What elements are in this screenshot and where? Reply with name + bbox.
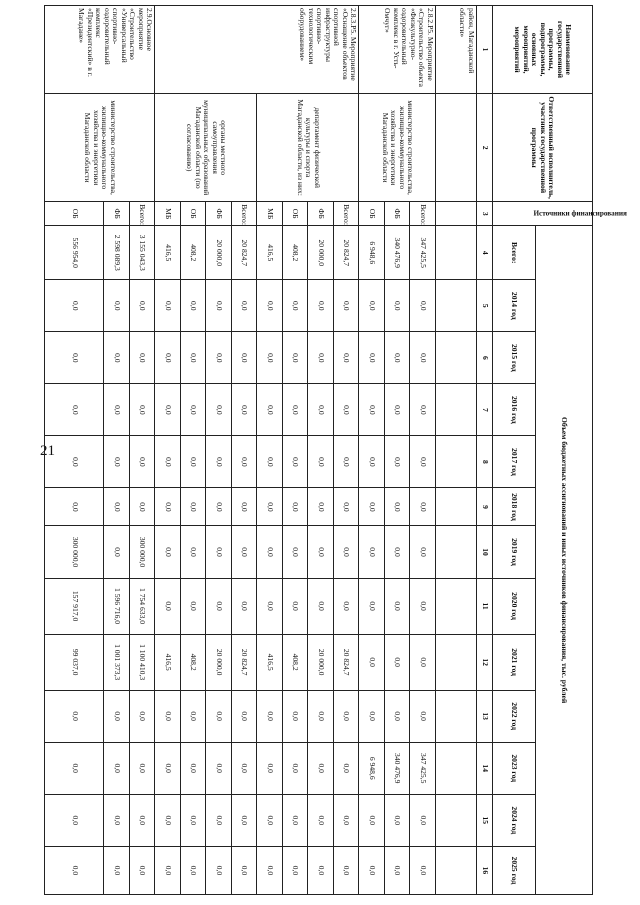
year-value-cell: 0,0: [155, 794, 181, 846]
year-value-cell: 0,0: [232, 742, 258, 794]
source-cell: ФБ: [206, 202, 232, 226]
year-value-cell: 0,0: [308, 384, 334, 436]
year-value-cell: [436, 846, 477, 894]
responsible-cell: [436, 94, 477, 202]
year-value-cell: [436, 332, 477, 384]
source-cell: ОБ: [45, 202, 104, 226]
year-value-cell: 0,0: [206, 526, 232, 578]
year-value-cell: [436, 690, 477, 742]
year-value-cell: 0,0: [410, 332, 436, 384]
year-value-cell: 0,0: [359, 634, 385, 690]
year-value-cell: 0,0: [155, 690, 181, 742]
year-value-cell: 0,0: [206, 280, 232, 332]
year-value-cell: 0,0: [410, 436, 436, 488]
source-cell: Всего:: [130, 202, 156, 226]
source-cell: ОБ: [181, 202, 207, 226]
year-value-cell: [436, 794, 477, 846]
rotated-page-content: [63, 5, 627, 895]
year-value-cell: 0,0: [385, 634, 411, 690]
year-value-cell: 0,0: [104, 332, 130, 384]
year-value-cell: 0,0: [385, 280, 411, 332]
column-number: 13: [477, 690, 493, 742]
year-value-cell: 0,0: [283, 436, 309, 488]
year-value-cell: 0,0: [104, 846, 130, 894]
year-value-cell: 0,0: [308, 280, 334, 332]
column-number: 11: [477, 578, 493, 634]
source-cell: [436, 202, 477, 226]
year-value-cell: 0,0: [45, 690, 104, 742]
total-cell: 340 476,9: [385, 226, 411, 280]
year-value-cell: 0,0: [283, 690, 309, 742]
year-value-cell: 0,0: [257, 846, 283, 894]
year-value-cell: 0,0: [155, 578, 181, 634]
column-number: 8: [477, 436, 493, 488]
year-value-cell: [436, 436, 477, 488]
year-value-cell: 0,0: [257, 578, 283, 634]
year-value-cell: 20 000,0: [206, 634, 232, 690]
program-name-cell: 2.8.2.Р5. Мероприятие «Строительство объекта «Физкультурно-оздоровительный комплекс в г. Усть-Омчуг»: [359, 6, 436, 94]
year-value-cell: 0,0: [130, 488, 156, 526]
year-value-cell: 0,0: [45, 384, 104, 436]
year-value-cell: 0,0: [410, 526, 436, 578]
source-cell: ФБ: [308, 202, 334, 226]
year-value-cell: 0,0: [334, 846, 360, 894]
year-value-cell: 0,0: [334, 280, 360, 332]
column-number: 10: [477, 526, 493, 578]
year-value-cell: 20 824,7: [232, 634, 258, 690]
year-value-cell: 0,0: [257, 436, 283, 488]
year-value-cell: 0,0: [283, 280, 309, 332]
year-value-cell: 340 476,9: [385, 742, 411, 794]
year-value-cell: 0,0: [155, 280, 181, 332]
year-value-cell: 0,0: [334, 488, 360, 526]
year-value-cell: 0,0: [359, 384, 385, 436]
header-year: 2024 год: [493, 794, 536, 846]
year-value-cell: 157 917,0: [45, 578, 104, 634]
year-value-cell: [436, 280, 477, 332]
total-cell: 347 425,5: [410, 226, 436, 280]
year-value-cell: 0,0: [283, 332, 309, 384]
year-value-cell: 0,0: [104, 436, 130, 488]
year-value-cell: 0,0: [206, 742, 232, 794]
year-value-cell: 0,0: [45, 280, 104, 332]
year-value-cell: 20 824,7: [334, 634, 360, 690]
year-value-cell: 0,0: [308, 846, 334, 894]
year-value-cell: 0,0: [385, 794, 411, 846]
year-value-cell: 0,0: [104, 280, 130, 332]
year-value-cell: 0,0: [359, 280, 385, 332]
source-cell: ОБ: [283, 202, 309, 226]
total-cell: 20 000,0: [308, 226, 334, 280]
year-value-cell: 0,0: [283, 488, 309, 526]
year-value-cell: 0,0: [257, 488, 283, 526]
year-value-cell: 0,0: [232, 846, 258, 894]
program-name-cell: район, Магаданской области»: [436, 6, 477, 94]
table-row: [334, 6, 360, 895]
year-value-cell: 0,0: [45, 846, 104, 894]
year-value-cell: 0,0: [232, 488, 258, 526]
program-name-cell: 2.8.3.Р5. Мероприятие «Оснащение объектов спортивной инфраструктуры спортивно-технологическим оборудованием»: [155, 6, 359, 94]
year-value-cell: 0,0: [410, 690, 436, 742]
year-value-cell: 0,0: [359, 332, 385, 384]
year-value-cell: 0,0: [206, 332, 232, 384]
column-number: 5: [477, 280, 493, 332]
year-value-cell: 0,0: [181, 332, 207, 384]
year-value-cell: 0,0: [308, 578, 334, 634]
year-value-cell: 0,0: [385, 332, 411, 384]
financing-table: [45, 5, 627, 895]
year-value-cell: 0,0: [104, 488, 130, 526]
total-cell: 20 824,7: [334, 226, 360, 280]
year-value-cell: 0,0: [385, 846, 411, 894]
year-value-cell: 0,0: [334, 384, 360, 436]
year-value-cell: 6 948,6: [359, 742, 385, 794]
source-cell: ФБ: [385, 202, 411, 226]
year-value-cell: 0,0: [359, 794, 385, 846]
year-value-cell: 0,0: [410, 578, 436, 634]
year-value-cell: 0,0: [130, 846, 156, 894]
header-year: 2017 год: [493, 436, 536, 488]
source-cell: ОБ: [359, 202, 385, 226]
year-value-cell: 0,0: [410, 846, 436, 894]
year-value-cell: 0,0: [359, 578, 385, 634]
year-value-cell: 0,0: [334, 332, 360, 384]
year-value-cell: [436, 488, 477, 526]
responsible-cell: министерство строительства, жилищно-коммунального хозяйства и энергетики Магаданской области: [45, 94, 155, 202]
year-value-cell: 300 000,0: [45, 526, 104, 578]
year-value-cell: 0,0: [232, 384, 258, 436]
year-value-cell: 0,0: [206, 794, 232, 846]
year-value-cell: 0,0: [130, 384, 156, 436]
year-value-cell: 0,0: [104, 690, 130, 742]
year-value-cell: 0,0: [283, 742, 309, 794]
column-number: 3: [477, 202, 493, 226]
year-value-cell: 408,2: [181, 634, 207, 690]
year-value-cell: 0,0: [45, 488, 104, 526]
year-value-cell: 0,0: [385, 578, 411, 634]
column-number: 6: [477, 332, 493, 384]
column-number: 16: [477, 846, 493, 894]
column-number: 15: [477, 794, 493, 846]
table-row: [436, 6, 477, 895]
year-value-cell: 0,0: [155, 436, 181, 488]
header-year: 2015 год: [493, 332, 536, 384]
year-value-cell: 0,0: [257, 280, 283, 332]
year-value-cell: 0,0: [104, 742, 130, 794]
year-value-cell: 0,0: [45, 742, 104, 794]
year-value-cell: 0,0: [104, 526, 130, 578]
year-value-cell: 99 037,0: [45, 634, 104, 690]
year-value-cell: 0,0: [359, 690, 385, 742]
year-value-cell: 0,0: [359, 846, 385, 894]
header-year: 2019 год: [493, 526, 536, 578]
source-cell: МБ: [155, 202, 181, 226]
year-value-cell: 0,0: [181, 526, 207, 578]
year-value-cell: 0,0: [257, 690, 283, 742]
year-value-cell: 0,0: [359, 526, 385, 578]
year-value-cell: [436, 634, 477, 690]
year-value-cell: 0,0: [155, 846, 181, 894]
year-value-cell: [436, 384, 477, 436]
year-value-cell: 0,0: [385, 488, 411, 526]
year-value-cell: [436, 578, 477, 634]
year-value-cell: 0,0: [283, 526, 309, 578]
header-source-text: Источники финансирования: [532, 209, 627, 218]
year-value-cell: 1 100 410,3: [130, 634, 156, 690]
year-value-cell: 0,0: [155, 742, 181, 794]
header-year: 2018 год: [493, 488, 536, 526]
year-value-cell: 0,0: [206, 488, 232, 526]
year-value-cell: 0,0: [181, 488, 207, 526]
year-value-cell: 0,0: [283, 794, 309, 846]
year-value-cell: 0,0: [232, 794, 258, 846]
year-value-cell: 300 000,0: [130, 526, 156, 578]
column-number: 7: [477, 384, 493, 436]
year-value-cell: 0,0: [283, 846, 309, 894]
year-value-cell: 0,0: [257, 794, 283, 846]
column-number: 2: [477, 94, 493, 202]
column-number: 1: [477, 6, 493, 94]
year-value-cell: 1 001 373,3: [104, 634, 130, 690]
total-cell: 3 155 043,3: [130, 226, 156, 280]
header-year: 2022 год: [493, 690, 536, 742]
header-responsible: Ответственный исполнитель, участник государственной программы: [493, 94, 593, 202]
source-cell: МБ: [257, 202, 283, 226]
header-year: 2016 год: [493, 384, 536, 436]
header-source: [493, 202, 627, 226]
source-cell: ФБ: [104, 202, 130, 226]
year-value-cell: 0,0: [45, 436, 104, 488]
year-value-cell: 0,0: [283, 578, 309, 634]
year-value-cell: 0,0: [232, 578, 258, 634]
header-year: 2014 год: [493, 280, 536, 332]
column-number-row: [477, 6, 493, 895]
year-value-cell: 0,0: [308, 690, 334, 742]
header-group-title: Объем бюджетных ассигнований и иных источников финансирования, тыс. рублей: [536, 226, 593, 895]
year-value-cell: 0,0: [334, 578, 360, 634]
total-cell: 2 598 089,3: [104, 226, 130, 280]
source-cell: Всего:: [334, 202, 360, 226]
year-value-cell: 0,0: [155, 384, 181, 436]
year-value-cell: 0,0: [232, 280, 258, 332]
total-cell: 416,5: [257, 226, 283, 280]
total-cell: 556 954,0: [45, 226, 104, 280]
year-value-cell: 0,0: [206, 578, 232, 634]
year-value-cell: 0,0: [308, 332, 334, 384]
year-value-cell: 0,0: [181, 846, 207, 894]
year-value-cell: 0,0: [45, 794, 104, 846]
table-body: [45, 6, 477, 895]
header-year: 2023 год: [493, 742, 536, 794]
year-value-cell: 0,0: [206, 384, 232, 436]
year-value-cell: 408,2: [283, 634, 309, 690]
header-year: 2025 год: [493, 846, 536, 894]
year-value-cell: 0,0: [334, 526, 360, 578]
year-value-cell: 1 754 633,0: [130, 578, 156, 634]
year-value-cell: 0,0: [206, 846, 232, 894]
total-cell: 20 824,7: [232, 226, 258, 280]
year-value-cell: 0,0: [385, 526, 411, 578]
total-cell: 416,5: [155, 226, 181, 280]
responsible-cell: департамент физической культуры и спорта Магаданской области, из них:: [257, 94, 359, 202]
total-cell: 20 000,0: [206, 226, 232, 280]
year-value-cell: 0,0: [359, 436, 385, 488]
year-value-cell: 0,0: [334, 436, 360, 488]
year-value-cell: 0,0: [130, 794, 156, 846]
total-cell: 408,2: [283, 226, 309, 280]
column-number: 14: [477, 742, 493, 794]
column-number: 4: [477, 226, 493, 280]
table-row: [130, 6, 156, 895]
year-value-cell: 0,0: [130, 690, 156, 742]
year-value-cell: [436, 742, 477, 794]
year-value-cell: 0,0: [308, 436, 334, 488]
year-value-cell: 0,0: [410, 488, 436, 526]
year-value-cell: 0,0: [410, 794, 436, 846]
total-cell: 408,2: [181, 226, 207, 280]
table-row: [232, 6, 258, 895]
responsible-cell: органы местного самоуправления муниципальных образований Магаданской области (по согласованию): [155, 94, 257, 202]
year-value-cell: 0,0: [385, 690, 411, 742]
year-value-cell: 0,0: [257, 384, 283, 436]
year-value-cell: 0,0: [257, 332, 283, 384]
year-value-cell: 0,0: [181, 742, 207, 794]
year-value-cell: 0,0: [232, 436, 258, 488]
year-value-cell: 0,0: [232, 332, 258, 384]
header-name: Наименование государственной программы, подпрограммы, основных мероприятий, мероприятий: [493, 6, 593, 94]
year-value-cell: 0,0: [206, 690, 232, 742]
source-cell: Всего:: [232, 202, 258, 226]
year-value-cell: 0,0: [181, 794, 207, 846]
year-value-cell: 0,0: [181, 578, 207, 634]
year-value-cell: 0,0: [257, 526, 283, 578]
year-value-cell: 0,0: [334, 742, 360, 794]
year-value-cell: 0,0: [155, 526, 181, 578]
column-number: 12: [477, 634, 493, 690]
year-value-cell: 0,0: [181, 384, 207, 436]
year-value-cell: 0,0: [130, 280, 156, 332]
year-value-cell: 0,0: [181, 436, 207, 488]
year-value-cell: 0,0: [308, 794, 334, 846]
year-value-cell: 20 000,0: [308, 634, 334, 690]
year-value-cell: 0,0: [308, 742, 334, 794]
column-number: 9: [477, 488, 493, 526]
total-cell: [436, 226, 477, 280]
year-value-cell: 0,0: [385, 436, 411, 488]
year-value-cell: 0,0: [410, 634, 436, 690]
year-value-cell: 0,0: [410, 384, 436, 436]
year-value-cell: 347 425,5: [410, 742, 436, 794]
year-value-cell: 0,0: [283, 384, 309, 436]
program-name-cell: 2.9.Основное мероприятие «Строительство «Универсальный спортивно-оздоровительный комплекс «Президентский» в г. Магадане»: [45, 6, 155, 94]
year-value-cell: 0,0: [385, 384, 411, 436]
year-value-cell: 0,0: [334, 690, 360, 742]
year-value-cell: 0,0: [181, 690, 207, 742]
year-value-cell: 0,0: [155, 332, 181, 384]
year-value-cell: 0,0: [206, 436, 232, 488]
year-value-cell: 0,0: [359, 488, 385, 526]
source-cell: Всего:: [410, 202, 436, 226]
year-value-cell: 0,0: [308, 526, 334, 578]
year-value-cell: 0,0: [130, 742, 156, 794]
year-value-cell: 0,0: [181, 280, 207, 332]
responsible-cell: министерство строительства, жилищно-коммунального хозяйства и энергетики Магаданской области: [359, 94, 436, 202]
year-value-cell: 0,0: [130, 332, 156, 384]
header-year: 2020 год: [493, 578, 536, 634]
year-value-cell: 0,0: [155, 488, 181, 526]
year-value-cell: 0,0: [130, 436, 156, 488]
table-row: [410, 6, 436, 895]
page-number: 21: [40, 443, 55, 459]
year-value-cell: 0,0: [232, 526, 258, 578]
year-value-cell: 0,0: [232, 690, 258, 742]
year-value-cell: 0,0: [45, 332, 104, 384]
year-value-cell: 0,0: [104, 384, 130, 436]
year-value-cell: 416,5: [155, 634, 181, 690]
header-year: 2021 год: [493, 634, 536, 690]
year-value-cell: 0,0: [104, 794, 130, 846]
year-value-cell: 416,5: [257, 634, 283, 690]
year-value-cell: 1 596 716,0: [104, 578, 130, 634]
year-value-cell: 0,0: [308, 488, 334, 526]
year-value-cell: 0,0: [257, 742, 283, 794]
total-cell: 6 948,6: [359, 226, 385, 280]
year-value-cell: 0,0: [334, 794, 360, 846]
header-total: Всего:: [493, 226, 536, 280]
year-value-cell: [436, 526, 477, 578]
year-value-cell: 0,0: [410, 280, 436, 332]
